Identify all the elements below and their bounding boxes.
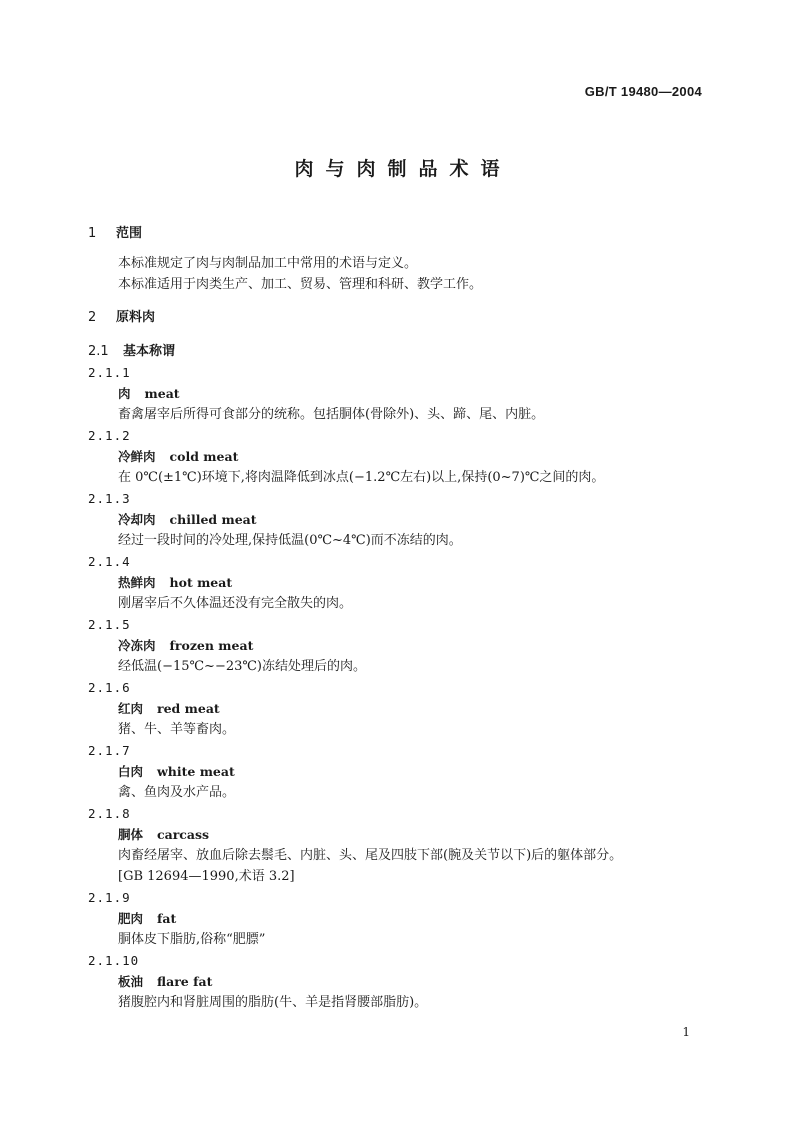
term-definition: 在 0℃(±1℃)环境下,将肉温降低到冰点(−1.2℃左右)以上,保持(0~7)℃之间的肉。 [118,470,605,485]
term-cn: 热鲜肉 [118,575,156,590]
term-cn: 冷鲜肉 [118,449,156,464]
scope-paragraph: 本标准适用于肉类生产、加工、贸易、管理和科研、教学工作。 [118,277,483,292]
term-entry [88,425,708,488]
term-cn: 胴体 [118,827,144,842]
term-entry [88,614,708,677]
term-en: red meat [157,701,220,716]
scope-paragraph: 本标准规定了肉与肉制品加工中常用的术语与定义。 [118,256,418,271]
term-number: 2.1.2 [88,428,131,443]
term-entry [88,803,708,887]
section-number: 2 [88,310,97,325]
subsection-title: 基本称谓 [123,344,176,359]
term-number: 2.1.8 [88,806,131,821]
document-body [88,224,708,1013]
section-2-heading [88,308,708,328]
term-number: 2.1.3 [88,491,131,506]
term-name [88,908,708,929]
term-number: 2.1.4 [88,554,131,569]
section-number: 1 [88,226,97,241]
term-en: cold meat [169,449,239,464]
term-number: 2.1.9 [88,890,131,905]
term-name [88,698,708,719]
subsection-number: 2.1 [88,344,109,359]
term-name [88,761,708,782]
term-name [88,446,708,467]
section-title: 原料肉 [116,310,156,325]
term-en: meat [144,386,180,401]
term-number: 2.1.5 [88,617,131,632]
term-definition: 猪、牛、羊等畜肉。 [118,722,236,737]
term-definition: 猪腹腔内和肾脏周围的脂肪(牛、羊是指肾腰部脂肪)。 [118,995,428,1010]
term-cn: 白肉 [118,764,144,779]
term-cn: 肥肉 [118,911,144,926]
term-name [88,572,708,593]
term-number: 2.1.6 [88,680,131,695]
term-cn: 冷冻肉 [118,638,156,653]
term-name [88,971,708,992]
standard-code: GB/T 19480—2004 [584,84,702,99]
term-en: carcass [157,827,210,842]
term-number: 2.1.10 [88,953,140,968]
term-name [88,635,708,656]
term-entry [88,551,708,614]
term-entry [88,362,708,425]
term-en: chilled meat [169,512,257,527]
term-en: white meat [157,764,235,779]
term-entry [88,488,708,551]
term-en: hot meat [169,575,233,590]
term-cn: 肉 [118,386,131,401]
term-entry [88,740,708,803]
term-name [88,824,708,845]
subsection-heading [88,341,708,362]
term-entry [88,887,708,950]
term-definition: 禽、鱼肉及水产品。 [118,785,236,800]
term-number: 2.1.1 [88,365,131,380]
term-definition: 肉畜经屠宰、放血后除去鬃毛、内脏、头、尾及四肢下部(腕及关节以下)后的躯体部分。 [118,848,623,863]
term-definition: 胴体皮下脂肪,俗称“肥膘” [118,932,266,947]
term-en: fat [157,911,177,926]
term-en: flare fat [157,974,213,989]
term-definition: 畜禽屠宰后所得可食部分的统称。包括胴体(骨除外)、头、蹄、尾、内脏。 [118,407,545,422]
term-cn: 红肉 [118,701,144,716]
term-definition: 经过一段时间的冷处理,保持低温(0℃~4℃)而不冻结的肉。 [118,533,462,548]
term-reference: [GB 12694—1990,术语 3.2] [118,869,295,884]
term-name [88,383,708,404]
term-entry [88,950,708,1013]
term-cn: 板油 [118,974,144,989]
section-title: 范围 [116,226,143,241]
term-entry [88,677,708,740]
term-en: frozen meat [169,638,254,653]
term-cn: 冷却肉 [118,512,156,527]
page-number: 1 [682,1025,690,1039]
term-definition: 经低温(−15℃~−23℃)冻结处理后的肉。 [118,659,366,674]
document-title: 肉与肉制品术语 [294,158,512,180]
section-1-heading [88,224,708,244]
term-definition: 刚屠宰后不久体温还没有完全散失的肉。 [118,596,353,611]
term-name [88,509,708,530]
term-number: 2.1.7 [88,743,131,758]
